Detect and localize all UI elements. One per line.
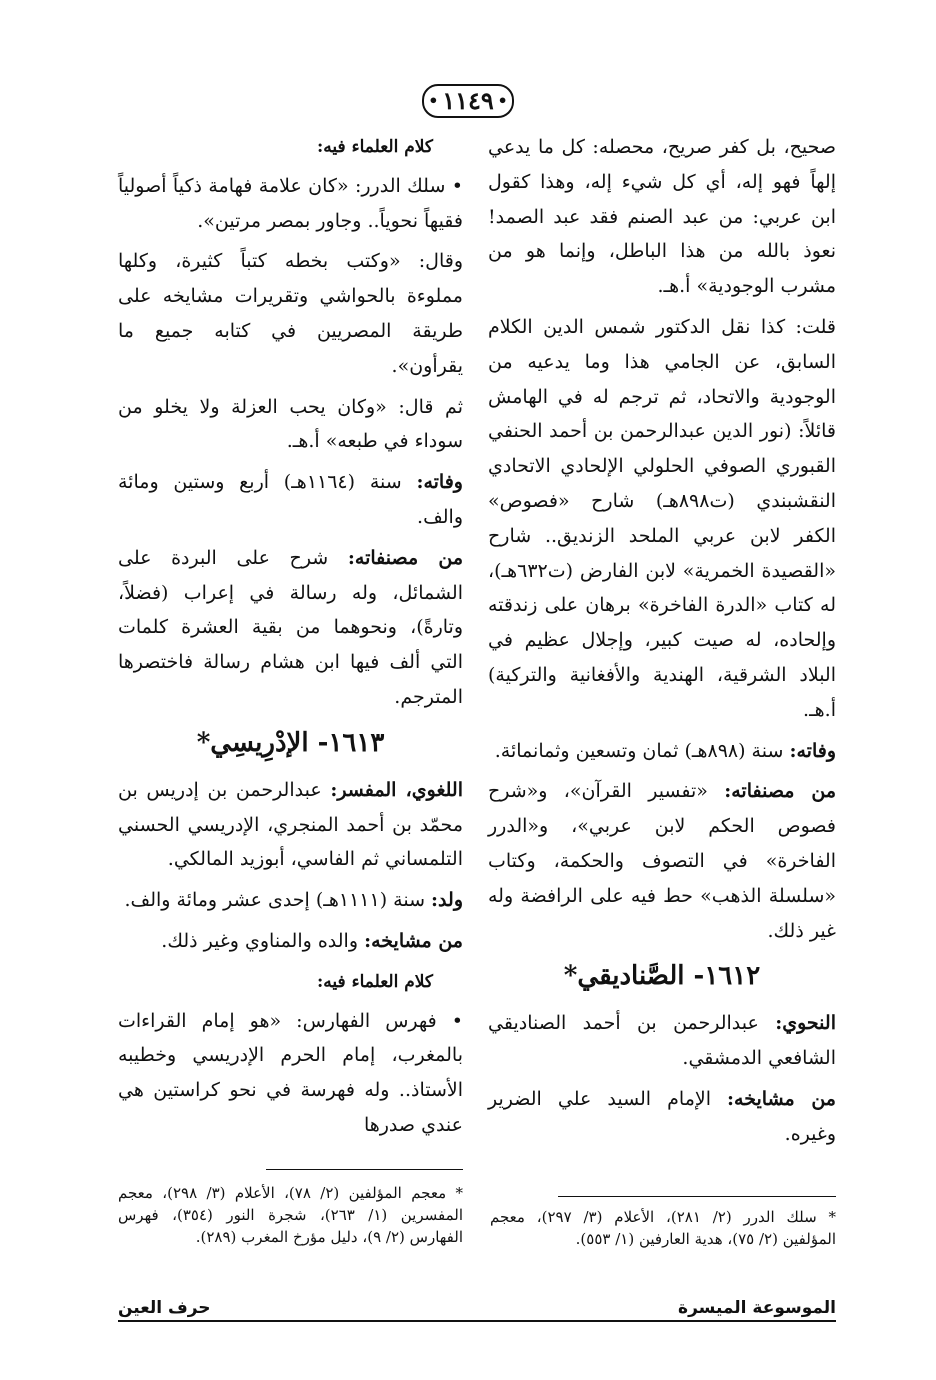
- page-number-label: • ١١٤٩ •: [422, 84, 514, 118]
- paragraph: [118, 924, 463, 959]
- field-value: عبدالرحمن بن أحمد الصناديقي الشافعي الدمشقي.: [488, 1012, 836, 1070]
- field-value: سنة (١١١١هـ) إحدى عشر ومائة والف.: [124, 889, 432, 912]
- footnote: * سلك الدرر (٢/ ٢٨١)، الأعلام (٣/ ٢٩٧)، معجم المؤلفين (٢/ ٧٥)، هدية العارفين (١/ ٥٥٣).: [490, 1208, 836, 1248]
- paragraph: [488, 734, 836, 769]
- paragraph: • سلك الدرر: «كان علامة فهامة ذكياً أصولياً فقيهاً نحوياً.. وجاور بمصر مرتين».: [118, 174, 463, 232]
- paragraph: ثم قال: «وكان يحب العزلة ولا يخلو من سوداء في طبعه» أ.هـ.: [118, 395, 463, 453]
- footnote-divider: [558, 1196, 836, 1197]
- field-value: عبدالرحمن بن إدريس بن محمّد بن أحمد المنجري، الإدريسي الحسني التلمساني ثم الفاسي، أبوزيد المالكي.: [118, 778, 463, 871]
- field-label: النحوي:: [775, 1012, 836, 1035]
- field-label: من مشايخه:: [727, 1087, 836, 1110]
- footer-section-title: حرف العين: [118, 1298, 211, 1318]
- paragraph: وقال: «وكتب بخطه كتباً كثيرة، وكلها مملوءة بالحواشي وتقريرات مشايخه على طريقة المصريين في كتابه جميع ما يقرأون».: [118, 250, 463, 377]
- section-subheading: كلام العلماء فيه:: [317, 971, 433, 992]
- field-value: «تفسير القرآن»، و«شرح فصوص الحكم لابن عربي»، و«الدرر الفاخرة» في التصوف والحكمة، وكتاب «سلسلة الذهب» حط فيه على الرافضة وله غير ذلك.: [488, 780, 836, 942]
- paragraph: صحيح، بل كفر صريح، محصله: كل ما يدعي إلهاً فهو إله، أي كل شيء إله، وهذا كقول ابن عربي: من عبد الصنم فقد عبد الصمد! نعوذ بالله من هذا الباطل، وإنما هو من مشرب الوجودية» أ.هـ.: [488, 136, 836, 298]
- paragraph: قلت: كذا نقل الدكتور شمس الدين الكلام السابق، عن الجامي هذا وما يدعيه من الوجودية والاتحاد، ثم ترجم له في الهامش قائلاً: (نور الدين عبدالرحمن بن أحمد الحنفي القبوري الصوفي الحلولي الإلحادي الاتحادي النقشبندي (ت٨٩٨هـ) شارح «فصوص» الكفر لابن عربي الملحد الزنديق.. شارح «القصيدة الخمرية» لابن الفارض (ت٦٣٢هـ)، له كتاب «الدرة الفاخرة» برهان على زندقته وإلحاده، له صيت كبير، وإجلال عظيم في البلاد الشرقية، الهندية والأفغانية والتركية) أ.هـ.: [488, 315, 836, 721]
- right-column: [488, 130, 836, 1158]
- footer-book-title: الموسوعة الميسرة: [678, 1298, 836, 1318]
- entry-heading: ١٦١٣- الإدْرِيسِي*: [196, 727, 385, 758]
- field-value: الإمام السيد علي الضرير وغيره.: [488, 1087, 836, 1145]
- footnote-divider: [266, 1169, 463, 1170]
- paragraph: [488, 1006, 836, 1076]
- field-value: سنة (١١٦٤هـ) أربع وستين ومائة والف.: [118, 471, 463, 528]
- paragraph: [118, 465, 463, 535]
- page-footer: [118, 1290, 836, 1322]
- field-value: سنة (٨٩٨هـ) ثمان وتسعين وثمانمائة.: [494, 739, 790, 762]
- section-subheading: كلام العلماء فيه:: [317, 137, 433, 157]
- field-label: من مصنفاته:: [347, 546, 464, 569]
- paragraph: [118, 773, 463, 877]
- page-number: [0, 84, 936, 118]
- field-value: والده والمناوي وغير ذلك.: [161, 929, 365, 952]
- field-label: اللغوي، المفسر:: [330, 778, 463, 801]
- paragraph: [488, 774, 836, 948]
- paragraph: [118, 883, 463, 918]
- field-value: شرح على البردة على الشمائل، وله رسالة في إعراب (فضلاً، وتارةً)، ونحوهما من بقية العشرة كلمات التي ألف فيها ابن هشام رسالة فاختصرها المترجم.: [118, 546, 463, 708]
- paragraph: • فهرس الفهارس: «هو إمام القراءات بالمغرب، إمام الحرم الإدريسي وخطيبه الأستاذ.. وله فهرسة في نحو كراستين هي عندي صدرها: [118, 1009, 463, 1136]
- footnote: * معجم المؤلفين (٢/ ٧٨)، الأعلام (٣/ ٢٩٨)، معجم المفسرين (١/ ٢٦٣)، شجرة النور (٣٥٤)، فهرس الفهارس (٢/ ٩)، دليل مؤرخ المغرب (٢٨٩).: [118, 1184, 463, 1246]
- field-label: من مشايخه:: [364, 929, 463, 952]
- field-label: ولد:: [431, 889, 463, 912]
- left-column: [118, 130, 463, 1149]
- field-label: وفاته:: [789, 739, 836, 762]
- field-label: من مصنفاته:: [724, 780, 836, 803]
- paragraph: [488, 1082, 836, 1152]
- field-label: وفاته:: [416, 471, 463, 494]
- paragraph: [118, 541, 463, 715]
- entry-heading: ١٦١٢- الصَّناديقي*: [563, 961, 761, 992]
